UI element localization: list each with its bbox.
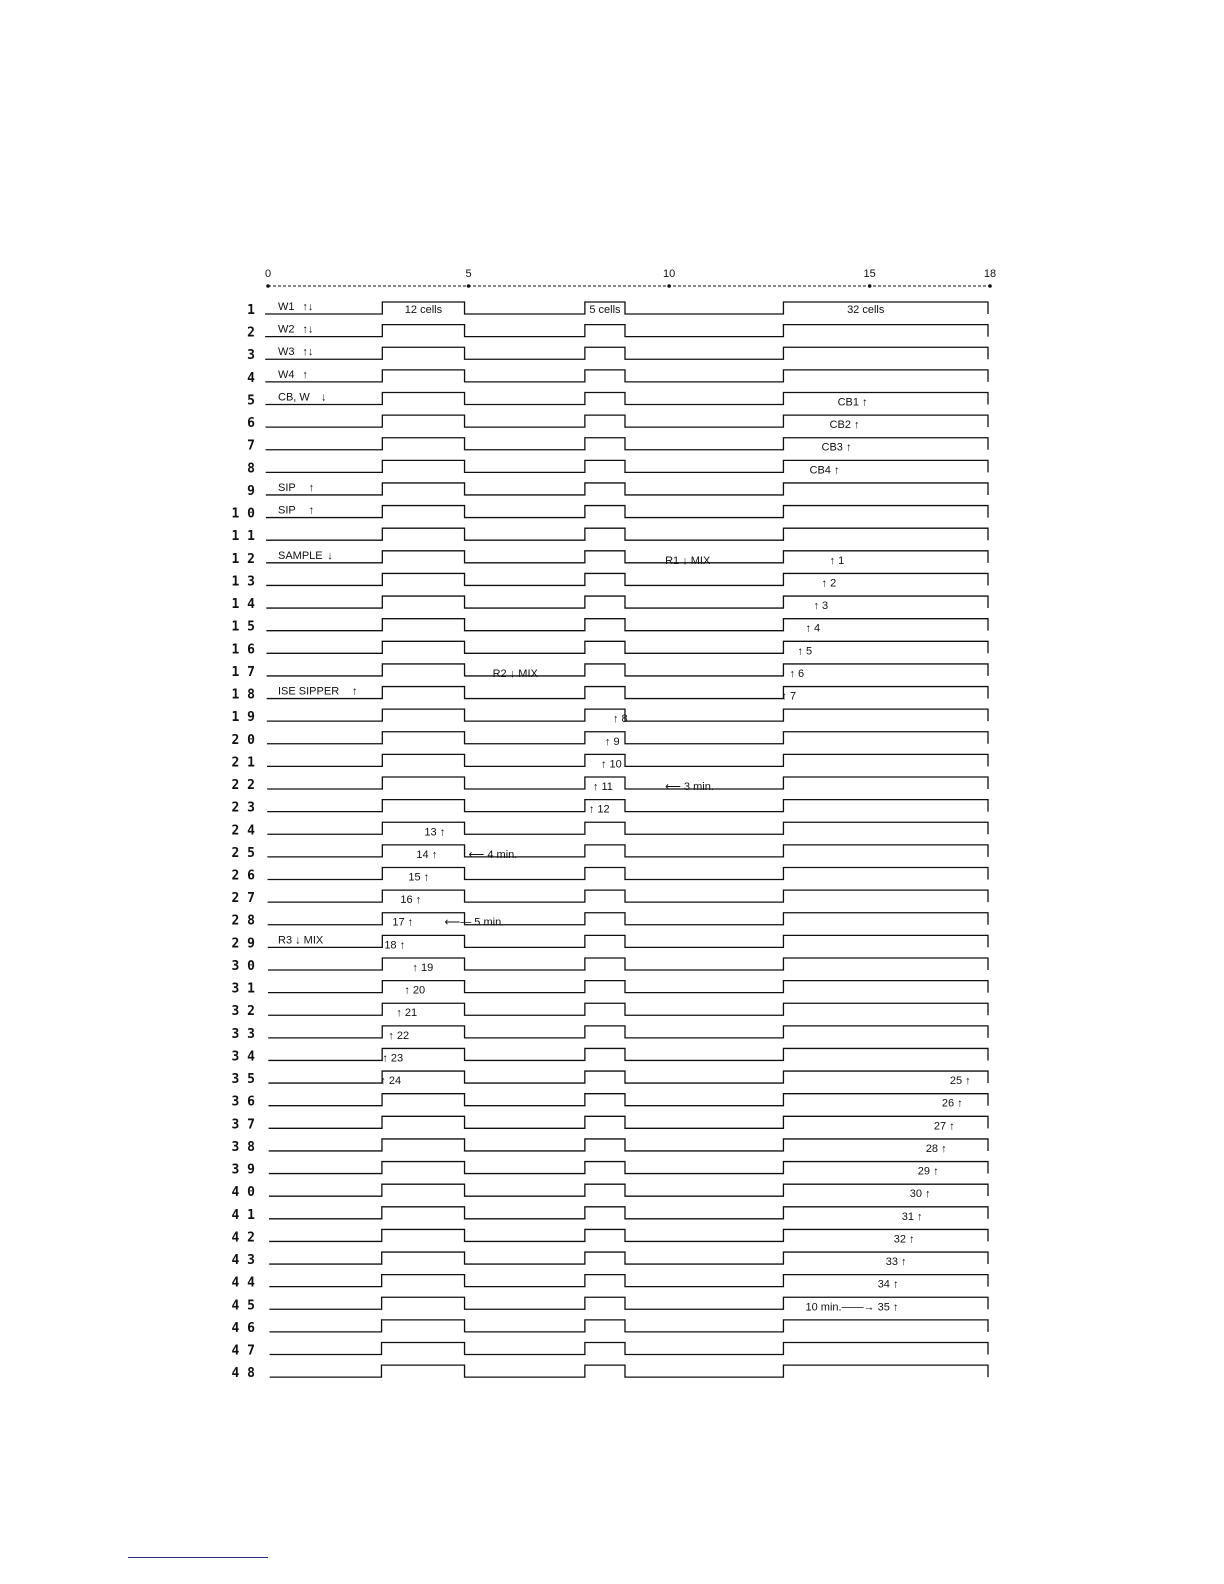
step-annotation: ↑ 20 [404, 984, 426, 997]
row-number: 2 [247, 325, 255, 341]
row-arrow: ↑↓ [302, 323, 314, 336]
step-annotation: CB2 ↑ [829, 419, 860, 432]
row-label: W2 [278, 323, 295, 336]
step-annotation: 28 ↑ [925, 1142, 947, 1155]
step-annotation: 26 ↑ [941, 1097, 963, 1110]
row-number: 1 4 [231, 597, 255, 613]
row-25 [232, 845, 988, 861]
row-label: ISE SIPPER [278, 685, 340, 698]
step-annotation: 18 ↑ [384, 939, 406, 952]
step-annotation: ↑ 21 [396, 1007, 418, 1020]
step-annotation: 15 ↑ [408, 871, 430, 884]
row-label: SIP [278, 481, 296, 494]
step-annotation: ↑ 9 [604, 735, 620, 748]
waveform [270, 1343, 988, 1355]
step-annotation: 31 ↑ [901, 1210, 923, 1223]
step-annotation: CB4 ↑ [809, 464, 840, 477]
step-annotation: ↑ 4 [805, 622, 821, 635]
step-annotation: CB1 ↑ [837, 396, 868, 409]
row-38 [232, 1139, 988, 1155]
row-12 [232, 550, 988, 567]
waveform [269, 1207, 988, 1219]
row-43 [232, 1252, 988, 1268]
waveform [269, 1116, 988, 1128]
row-arrow: ↑ [352, 685, 358, 698]
footnote-rule [128, 1557, 268, 1558]
row-9 [247, 482, 988, 499]
row-47 [232, 1343, 988, 1359]
row-label: CB, W [278, 391, 310, 404]
waveform [267, 754, 988, 766]
step-annotation: 33 ↑ [885, 1256, 907, 1269]
step-annotation: ↑ 7 [781, 690, 797, 703]
axis-tick [467, 284, 471, 288]
row-number: 2 3 [231, 800, 255, 816]
waveform [270, 1320, 988, 1332]
step-annotation: 17 ↑ [392, 916, 414, 929]
row-6 [247, 415, 988, 431]
cell-count-label: 5 cells [589, 304, 621, 316]
row-number: 2 4 [231, 823, 255, 839]
row-number: 1 0 [231, 506, 255, 522]
row-label: R3 ↓ MIX [278, 934, 324, 947]
step-annotation: ↑ 2 [821, 577, 837, 590]
step-annotation: 34 ↑ [877, 1278, 899, 1291]
row-number: 1 8 [231, 687, 255, 703]
step-annotation: ↑ 8 [612, 713, 628, 726]
waveform [266, 619, 988, 631]
row-32 [232, 1003, 988, 1019]
row-28 [232, 913, 988, 929]
row-number: 4 7 [231, 1343, 255, 1359]
waveform [268, 1048, 988, 1060]
waveform [267, 732, 988, 744]
step-annotation: 32 ↑ [893, 1233, 915, 1246]
waveform [265, 392, 988, 404]
cell-count-label: 32 cells [847, 304, 885, 316]
step-annotation: 25 ↑ [949, 1075, 971, 1088]
row-number: 3 2 [231, 1004, 255, 1020]
row-number: 3 6 [231, 1094, 255, 1110]
row-label: W4 [278, 368, 295, 381]
row-number: 4 8 [231, 1366, 255, 1382]
waveform [267, 822, 988, 834]
row-number: 9 [247, 483, 255, 499]
row-label: SAMPLE [278, 549, 323, 562]
waveform [268, 981, 988, 993]
step-annotation: ⟵— 5 min. [444, 916, 505, 929]
axis-tick-label: 10 [662, 268, 676, 280]
row-number: 1 5 [231, 619, 255, 635]
waveform [266, 483, 988, 495]
row-number: 3 [247, 348, 255, 364]
waveform [266, 460, 988, 472]
axis-tick [266, 284, 270, 288]
axis-tick [868, 284, 872, 288]
row-number: 2 9 [231, 936, 255, 952]
row-19 [232, 709, 988, 725]
row-41 [232, 1207, 988, 1223]
row-17 [232, 664, 988, 680]
step-annotation: ↑ 10 [600, 758, 622, 771]
row-number: 1 6 [231, 642, 255, 658]
row-35 [232, 1071, 988, 1087]
waveform [269, 1139, 988, 1151]
step-annotation: ↑ 12 [588, 803, 610, 816]
waveform [268, 958, 988, 970]
axis-tick-label: 5 [465, 268, 472, 280]
waveform [267, 800, 988, 812]
waveform [267, 845, 988, 857]
step-annotation: ↑ 23 [382, 1052, 404, 1065]
waveform [266, 596, 988, 608]
step-annotation: ↑ 19 [412, 961, 434, 974]
row-arrow: ↑ [308, 481, 315, 494]
waveform [269, 1229, 988, 1241]
step-annotation: 14 ↑ [416, 848, 438, 861]
row-27 [232, 890, 988, 906]
waveform [265, 370, 988, 382]
axis-tick-label: 0 [264, 268, 272, 280]
row-number: 1 7 [231, 664, 255, 680]
waveform [266, 528, 988, 540]
row-14 [232, 596, 988, 612]
row-arrow: ↑ [302, 368, 308, 381]
step-annotation: R2 ↓ MIX [492, 667, 538, 680]
waveform [269, 1252, 988, 1264]
row-23 [232, 800, 988, 816]
row-44 [232, 1275, 988, 1291]
row-36 [232, 1094, 988, 1110]
step-annotation: ↑ 1 [829, 554, 845, 567]
waveform [265, 325, 988, 337]
waveform [266, 438, 988, 450]
row-5 [247, 391, 988, 408]
step-annotation: 13 ↑ [424, 826, 446, 839]
row-number: 4 2 [231, 1230, 255, 1246]
row-number: 2 0 [231, 732, 255, 748]
time-axis [265, 268, 996, 288]
row-number: 2 5 [231, 845, 255, 861]
step-annotation: CB3 ↑ [821, 441, 852, 454]
row-2 [247, 324, 988, 341]
row-13 [232, 573, 988, 589]
step-annotation: 16 ↑ [400, 894, 422, 907]
row-33 [232, 1026, 988, 1042]
row-30 [232, 958, 988, 974]
row-46 [232, 1320, 988, 1336]
row-18 [232, 686, 988, 703]
step-annotation: ↑ 3 [813, 600, 829, 613]
waveform [269, 1162, 988, 1174]
waveform [269, 1184, 988, 1196]
waveform [265, 347, 988, 359]
waveform [266, 506, 988, 518]
row-number: 3 1 [231, 981, 255, 997]
waveform [266, 415, 988, 427]
waveform [266, 573, 988, 585]
row-number: 3 5 [231, 1072, 255, 1088]
row-number: 4 0 [231, 1185, 255, 1201]
row-number: 2 7 [231, 891, 255, 907]
row-number: 3 3 [231, 1026, 255, 1042]
cell-count-label: 12 cells [404, 304, 443, 316]
axis-tick [988, 284, 992, 288]
step-annotation: ↑ 24 [380, 1075, 402, 1088]
waveform [270, 1365, 988, 1377]
rows [232, 301, 988, 1381]
waveform [268, 1003, 988, 1015]
waveform [269, 1094, 988, 1106]
row-number: 2 2 [231, 778, 255, 794]
step-annotation: ↑ 6 [789, 667, 805, 680]
row-number: 8 [247, 461, 255, 477]
row-number: 1 9 [231, 710, 255, 726]
row-number: 4 3 [231, 1253, 255, 1269]
row-arrow: ↓ [321, 391, 327, 404]
axis-tick-label: 18 [983, 268, 997, 280]
row-37 [232, 1116, 988, 1132]
axis-tick-label: 15 [863, 268, 876, 280]
row-number: 6 [247, 416, 255, 432]
step-annotation: ⟵ 3 min. [665, 781, 714, 794]
row-number: 1 2 [231, 551, 255, 567]
waveform [268, 890, 988, 902]
row-number: 7 [247, 438, 255, 454]
row-number: 1 3 [231, 574, 255, 590]
waveform [267, 687, 988, 699]
row-4 [247, 369, 988, 386]
row-number: 3 4 [231, 1049, 255, 1065]
row-label: SIP [278, 504, 296, 517]
waveform [267, 641, 988, 653]
step-annotation: 29 ↑ [917, 1165, 939, 1178]
row-10 [232, 505, 988, 522]
row-40 [232, 1184, 988, 1200]
waveform [268, 1026, 988, 1038]
waveform [268, 935, 988, 947]
row-number: 3 9 [231, 1162, 255, 1178]
step-annotation: R1 ↓ MIX [665, 554, 711, 567]
waveform [266, 551, 988, 563]
step-annotation: 27 ↑ [933, 1120, 955, 1133]
row-26 [232, 868, 988, 884]
row-arrow: ↑ [308, 504, 315, 517]
waveform [268, 868, 988, 880]
row-number: 1 [247, 303, 255, 318]
row-number: 4 6 [231, 1320, 255, 1336]
row-3 [247, 346, 988, 363]
waveform [267, 777, 988, 789]
row-11 [232, 528, 988, 544]
waveform [267, 664, 988, 676]
row-15 [232, 619, 988, 635]
waveform [268, 1071, 988, 1083]
row-number: 2 1 [231, 755, 255, 771]
step-annotation: ↑ 5 [797, 645, 813, 658]
row-31 [232, 981, 988, 997]
row-number: 4 1 [231, 1207, 255, 1223]
row-48 [232, 1365, 988, 1381]
row-24 [232, 822, 988, 838]
row-number: 3 8 [231, 1139, 255, 1155]
row-number: 4 [247, 370, 255, 386]
row-label: W1 [278, 301, 295, 313]
row-number: 3 7 [231, 1117, 255, 1133]
row-42 [232, 1229, 988, 1245]
row-arrow: ↑↓ [302, 346, 314, 359]
step-annotation: ↑ 11 [592, 781, 613, 794]
row-29 [232, 934, 988, 951]
waveform [268, 913, 988, 925]
step-annotation: 30 ↑ [909, 1188, 931, 1201]
row-number: 4 4 [231, 1275, 255, 1291]
row-label: W3 [278, 346, 295, 359]
row-number: 2 8 [231, 913, 255, 929]
row-number: 4 5 [231, 1298, 255, 1314]
row-number: 3 0 [231, 958, 255, 974]
row-39 [232, 1162, 988, 1178]
row-34 [232, 1048, 988, 1064]
row-number: 5 [247, 393, 255, 409]
step-annotation: ↑ 22 [388, 1029, 410, 1042]
row-16 [232, 641, 988, 657]
row-arrow: ↓ [327, 549, 333, 562]
row-arrow: ↑↓ [302, 301, 314, 313]
row-7 [247, 438, 988, 454]
row-number: 2 6 [231, 868, 255, 884]
step-annotation: ⟵ 4 min. [468, 848, 518, 861]
row-number: 1 1 [231, 529, 255, 545]
step-annotation: 10 min.——→ 35 ↑ [805, 1301, 899, 1314]
axis-tick [667, 284, 671, 288]
row-8 [247, 460, 988, 476]
